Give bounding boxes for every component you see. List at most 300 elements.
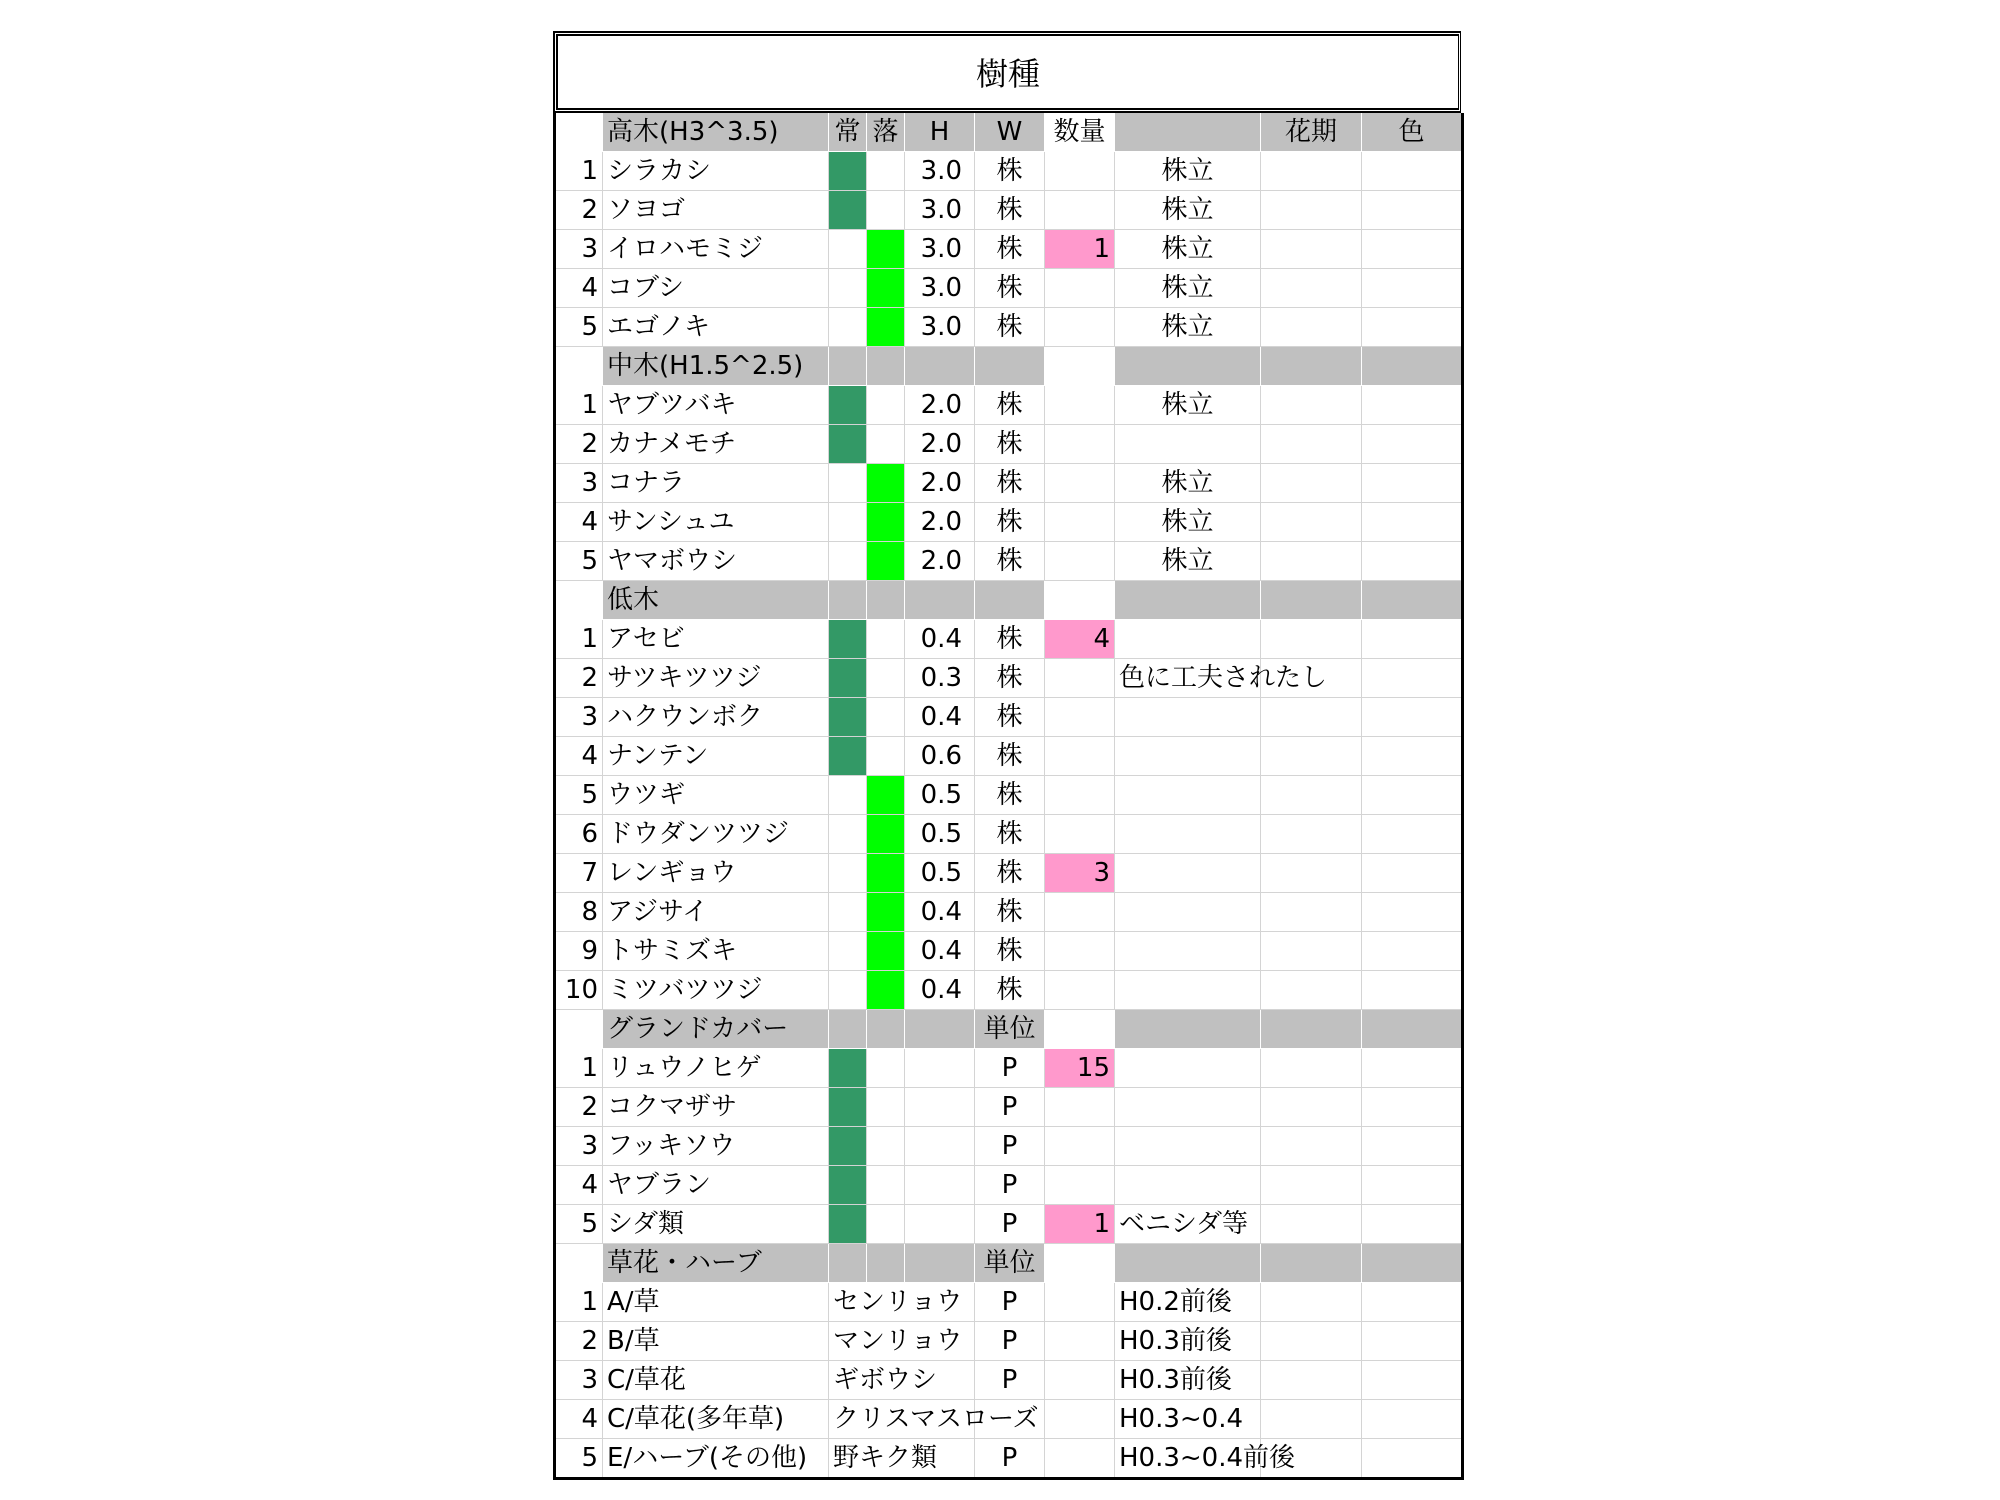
section-title: 低木 (603, 581, 829, 620)
height: 2.0 (905, 464, 975, 503)
species-name: B/草 (603, 1322, 829, 1361)
unit: P (975, 1205, 1045, 1244)
table-row (555, 1088, 1463, 1127)
row-number: 8 (555, 893, 603, 932)
evergreen-marker (829, 737, 867, 776)
note (1115, 971, 1261, 1010)
evergreen-marker (829, 464, 867, 503)
note: 株立 (1115, 269, 1261, 308)
header-section-title: 高木(H3^3.5) (603, 113, 829, 152)
row-number: 3 (555, 230, 603, 269)
row-number: 1 (555, 1283, 603, 1322)
evergreen-marker (829, 932, 867, 971)
deciduous-marker (867, 230, 905, 269)
color (1362, 464, 1463, 503)
table-row (555, 776, 1463, 815)
qty (1045, 815, 1115, 854)
section-header-row (555, 347, 1463, 386)
height (905, 1127, 975, 1166)
unit: 株 (975, 893, 1045, 932)
unit: P (975, 1088, 1045, 1127)
unit: 株 (975, 152, 1045, 191)
evergreen-marker (829, 1088, 867, 1127)
qty (1045, 1400, 1115, 1439)
species-name: C/草花(多年草) (603, 1400, 829, 1439)
note (1115, 1049, 1261, 1088)
flowering (1261, 308, 1362, 347)
deciduous-marker (867, 815, 905, 854)
flowering (1261, 854, 1362, 893)
flowering (1261, 1322, 1362, 1361)
flowering (1261, 191, 1362, 230)
color (1362, 698, 1463, 737)
flowering (1261, 425, 1362, 464)
color (1362, 1283, 1463, 1322)
species-name: シダ類 (603, 1205, 829, 1244)
table-row (555, 269, 1463, 308)
section-qty-cell (1045, 1244, 1115, 1283)
row-number: 4 (555, 1166, 603, 1205)
unit: P (975, 1361, 1045, 1400)
color (1362, 893, 1463, 932)
table-row (555, 503, 1463, 542)
table-row (555, 932, 1463, 971)
unit: P (975, 1439, 1045, 1479)
flowering (1261, 971, 1362, 1010)
flowering (1261, 620, 1362, 659)
qty (1045, 893, 1115, 932)
section-num-cell (555, 1010, 603, 1049)
color (1362, 815, 1463, 854)
unit: 株 (975, 230, 1045, 269)
note: 株立 (1115, 152, 1261, 191)
section-num-cell (555, 581, 603, 620)
color (1362, 776, 1463, 815)
flowering (1261, 464, 1362, 503)
color (1362, 620, 1463, 659)
height: 2.0 (905, 503, 975, 542)
species-name: カナメモチ (603, 425, 829, 464)
color (1362, 971, 1463, 1010)
deciduous-marker (867, 191, 905, 230)
evergreen-marker (829, 698, 867, 737)
section-title: 中木(H1.5^2.5) (603, 347, 829, 386)
table-row (555, 1283, 1463, 1322)
section-header-row (555, 581, 1463, 620)
species-name: C/草花 (603, 1361, 829, 1400)
deciduous-marker (867, 1166, 905, 1205)
table-row (555, 191, 1463, 230)
note: H0.3~0.4前後 (1115, 1439, 1261, 1479)
height (905, 1049, 975, 1088)
row-number: 4 (555, 1400, 603, 1439)
color (1362, 1400, 1463, 1439)
qty (1045, 464, 1115, 503)
flowering (1261, 698, 1362, 737)
flowering (1261, 1205, 1362, 1244)
header-note (1115, 113, 1261, 152)
evergreen-marker (829, 659, 867, 698)
height: 0.5 (905, 854, 975, 893)
species-name: サンシュユ (603, 503, 829, 542)
flowering (1261, 386, 1362, 425)
color (1362, 1166, 1463, 1205)
species-name: アジサイ (603, 893, 829, 932)
color (1362, 854, 1463, 893)
height (905, 1205, 975, 1244)
table-row (555, 425, 1463, 464)
qty (1045, 191, 1115, 230)
unit: 株 (975, 386, 1045, 425)
qty (1045, 308, 1115, 347)
evergreen-marker (829, 1166, 867, 1205)
species-name: コナラ (603, 464, 829, 503)
color (1362, 386, 1463, 425)
table-row (555, 971, 1463, 1010)
header-num-cell (555, 113, 603, 152)
note: 株立 (1115, 308, 1261, 347)
section-evergreen-cell (829, 347, 867, 386)
flowering (1261, 1088, 1362, 1127)
section-h-cell (905, 347, 975, 386)
header-w: W (975, 113, 1045, 152)
species-name: フッキソウ (603, 1127, 829, 1166)
note (1115, 620, 1261, 659)
section-note-cell (1115, 581, 1261, 620)
deciduous-marker (867, 893, 905, 932)
note (1115, 854, 1261, 893)
flowering (1261, 1400, 1362, 1439)
row-number: 3 (555, 1361, 603, 1400)
table-row (555, 152, 1463, 191)
deciduous-marker (867, 152, 905, 191)
qty (1045, 1088, 1115, 1127)
height: 2.0 (905, 542, 975, 581)
evergreen-marker (829, 425, 867, 464)
evergreen-marker (829, 542, 867, 581)
section-header-row (555, 1010, 1463, 1049)
unit: 株 (975, 542, 1045, 581)
section-color-cell (1362, 581, 1463, 620)
header-h: H (905, 113, 975, 152)
row-number: 3 (555, 698, 603, 737)
qty (1045, 659, 1115, 698)
qty: 1 (1045, 230, 1115, 269)
deciduous-marker (867, 308, 905, 347)
unit: 株 (975, 737, 1045, 776)
note: 株立 (1115, 503, 1261, 542)
section-header-row (555, 1244, 1463, 1283)
deciduous-marker (867, 1205, 905, 1244)
deciduous-marker (867, 542, 905, 581)
section-title: 草花・ハーブ (603, 1244, 829, 1283)
row-number: 4 (555, 269, 603, 308)
species-name: アセビ (603, 620, 829, 659)
note: 株立 (1115, 464, 1261, 503)
section-note-cell (1115, 1010, 1261, 1049)
section-deciduous-cell (867, 1010, 905, 1049)
qty (1045, 152, 1115, 191)
row-number: 4 (555, 503, 603, 542)
color (1362, 1439, 1463, 1479)
deciduous-marker (867, 620, 905, 659)
qty (1045, 542, 1115, 581)
unit: 株 (975, 698, 1045, 737)
deciduous-marker (867, 698, 905, 737)
header-qty: 数量 (1045, 113, 1115, 152)
unit: P (975, 1127, 1045, 1166)
species-name: コブシ (603, 269, 829, 308)
flowering (1261, 542, 1362, 581)
sheet-title: 樹種 (553, 31, 1461, 113)
section-flowering-cell (1261, 1010, 1362, 1049)
table-row (555, 230, 1463, 269)
color (1362, 152, 1463, 191)
deciduous-marker (867, 659, 905, 698)
height: 0.4 (905, 932, 975, 971)
deciduous-marker (867, 737, 905, 776)
evergreen-marker (829, 893, 867, 932)
height: 0.5 (905, 776, 975, 815)
evergreen-marker (829, 1049, 867, 1088)
flowering (1261, 1049, 1362, 1088)
section-color-cell (1362, 347, 1463, 386)
evergreen-marker (829, 269, 867, 308)
section-unit: 単位 (975, 1010, 1045, 1049)
species-name: リュウノヒゲ (603, 1049, 829, 1088)
color (1362, 1205, 1463, 1244)
unit: 株 (975, 269, 1045, 308)
species-name: エゴノキ (603, 308, 829, 347)
species-name: ソヨゴ (603, 191, 829, 230)
table-row (555, 464, 1463, 503)
unit: 株 (975, 971, 1045, 1010)
evergreen-marker (829, 620, 867, 659)
note: 株立 (1115, 230, 1261, 269)
deciduous-marker (867, 425, 905, 464)
qty (1045, 503, 1115, 542)
row-number: 5 (555, 1205, 603, 1244)
row-number: 2 (555, 1322, 603, 1361)
flowering (1261, 893, 1362, 932)
section-evergreen-cell (829, 1010, 867, 1049)
evergreen-marker (829, 854, 867, 893)
note (1115, 425, 1261, 464)
table-row (555, 1439, 1463, 1479)
height: 3.0 (905, 230, 975, 269)
qty (1045, 1322, 1115, 1361)
flowering (1261, 269, 1362, 308)
height: 0.4 (905, 620, 975, 659)
species-name: コクマザサ (603, 1088, 829, 1127)
qty (1045, 776, 1115, 815)
species-name: ヤマボウシ (603, 542, 829, 581)
height: 0.3 (905, 659, 975, 698)
table-row (555, 1322, 1463, 1361)
qty (1045, 1361, 1115, 1400)
color (1362, 1127, 1463, 1166)
section-note-cell (1115, 347, 1261, 386)
section-qty-cell (1045, 581, 1115, 620)
plant-name: クリスマスローズ (829, 1400, 975, 1439)
note (1115, 893, 1261, 932)
evergreen-marker (829, 230, 867, 269)
row-number: 5 (555, 1439, 603, 1479)
section-flowering-cell (1261, 581, 1362, 620)
section-color-cell (1362, 1244, 1463, 1283)
color (1362, 542, 1463, 581)
plant-name: ギボウシ (829, 1361, 975, 1400)
deciduous-marker (867, 386, 905, 425)
section-qty-cell (1045, 1010, 1115, 1049)
unit: 株 (975, 620, 1045, 659)
height: 0.4 (905, 893, 975, 932)
qty (1045, 1166, 1115, 1205)
flowering (1261, 1283, 1362, 1322)
row-number: 1 (555, 1049, 603, 1088)
header-deciduous: 落 (867, 113, 905, 152)
evergreen-marker (829, 503, 867, 542)
unit: 株 (975, 932, 1045, 971)
unit: P (975, 1283, 1045, 1322)
table-row (555, 1205, 1463, 1244)
flowering (1261, 503, 1362, 542)
table-row (555, 1166, 1463, 1205)
note (1115, 1088, 1261, 1127)
row-number: 4 (555, 737, 603, 776)
color (1362, 191, 1463, 230)
table-row (555, 893, 1463, 932)
qty: 15 (1045, 1049, 1115, 1088)
height: 3.0 (905, 152, 975, 191)
section-color-cell (1362, 1010, 1463, 1049)
species-name: シラカシ (603, 152, 829, 191)
species-table (553, 113, 1464, 1480)
color (1362, 1361, 1463, 1400)
species-name: ドウダンツツジ (603, 815, 829, 854)
deciduous-marker (867, 854, 905, 893)
flowering (1261, 1127, 1362, 1166)
note: 色に工夫されたし (1115, 659, 1261, 698)
color (1362, 503, 1463, 542)
section-h-cell (905, 1244, 975, 1283)
row-number: 1 (555, 152, 603, 191)
row-number: 6 (555, 815, 603, 854)
qty (1045, 971, 1115, 1010)
species-name: ウツギ (603, 776, 829, 815)
note: ベニシダ等 (1115, 1205, 1261, 1244)
deciduous-marker (867, 1088, 905, 1127)
table-row (555, 1400, 1463, 1439)
height: 0.6 (905, 737, 975, 776)
species-name: ミツバツツジ (603, 971, 829, 1010)
color (1362, 659, 1463, 698)
color (1362, 269, 1463, 308)
height (905, 1166, 975, 1205)
row-number: 2 (555, 659, 603, 698)
row-number: 9 (555, 932, 603, 971)
unit: 株 (975, 659, 1045, 698)
unit: 株 (975, 464, 1045, 503)
evergreen-marker (829, 191, 867, 230)
section-flowering-cell (1261, 347, 1362, 386)
deciduous-marker (867, 464, 905, 503)
color (1362, 932, 1463, 971)
row-number: 10 (555, 971, 603, 1010)
qty: 1 (1045, 1205, 1115, 1244)
height: 0.4 (905, 971, 975, 1010)
deciduous-marker (867, 932, 905, 971)
section-title: グランドカバー (603, 1010, 829, 1049)
qty (1045, 1283, 1115, 1322)
header-flowering: 花期 (1261, 113, 1362, 152)
section-qty-cell (1045, 347, 1115, 386)
flowering (1261, 815, 1362, 854)
section-h-cell (905, 581, 975, 620)
note (1115, 815, 1261, 854)
deciduous-marker (867, 269, 905, 308)
color (1362, 230, 1463, 269)
species-name: サツキツツジ (603, 659, 829, 698)
height: 2.0 (905, 386, 975, 425)
plant-name: 野キク類 (829, 1439, 975, 1479)
note: 株立 (1115, 191, 1261, 230)
section-num-cell (555, 1244, 603, 1283)
plant-name: マンリョウ (829, 1322, 975, 1361)
section-num-cell (555, 347, 603, 386)
color (1362, 1088, 1463, 1127)
species-name: ハクウンボク (603, 698, 829, 737)
color (1362, 308, 1463, 347)
species-name: E/ハーブ(その他) (603, 1439, 829, 1479)
table-row (555, 1127, 1463, 1166)
table-row (555, 1361, 1463, 1400)
row-number: 5 (555, 776, 603, 815)
qty: 4 (1045, 620, 1115, 659)
table-row (555, 620, 1463, 659)
flowering (1261, 152, 1362, 191)
flowering (1261, 1166, 1362, 1205)
evergreen-marker (829, 971, 867, 1010)
unit: 株 (975, 503, 1045, 542)
section-unit (975, 581, 1045, 620)
note (1115, 776, 1261, 815)
header-color: 色 (1362, 113, 1463, 152)
evergreen-marker (829, 1127, 867, 1166)
unit: P (975, 1322, 1045, 1361)
species-name: レンギョウ (603, 854, 829, 893)
height: 3.0 (905, 308, 975, 347)
section-deciduous-cell (867, 581, 905, 620)
unit: 株 (975, 815, 1045, 854)
section-evergreen-cell (829, 581, 867, 620)
deciduous-marker (867, 1049, 905, 1088)
qty (1045, 386, 1115, 425)
height: 3.0 (905, 269, 975, 308)
note: 株立 (1115, 542, 1261, 581)
flowering (1261, 1361, 1362, 1400)
qty (1045, 425, 1115, 464)
qty (1045, 932, 1115, 971)
evergreen-marker (829, 386, 867, 425)
species-name: ヤブツバキ (603, 386, 829, 425)
section-evergreen-cell (829, 1244, 867, 1283)
table-row (555, 308, 1463, 347)
unit: 株 (975, 425, 1045, 464)
evergreen-marker (829, 815, 867, 854)
section-deciduous-cell (867, 1244, 905, 1283)
note (1115, 1127, 1261, 1166)
